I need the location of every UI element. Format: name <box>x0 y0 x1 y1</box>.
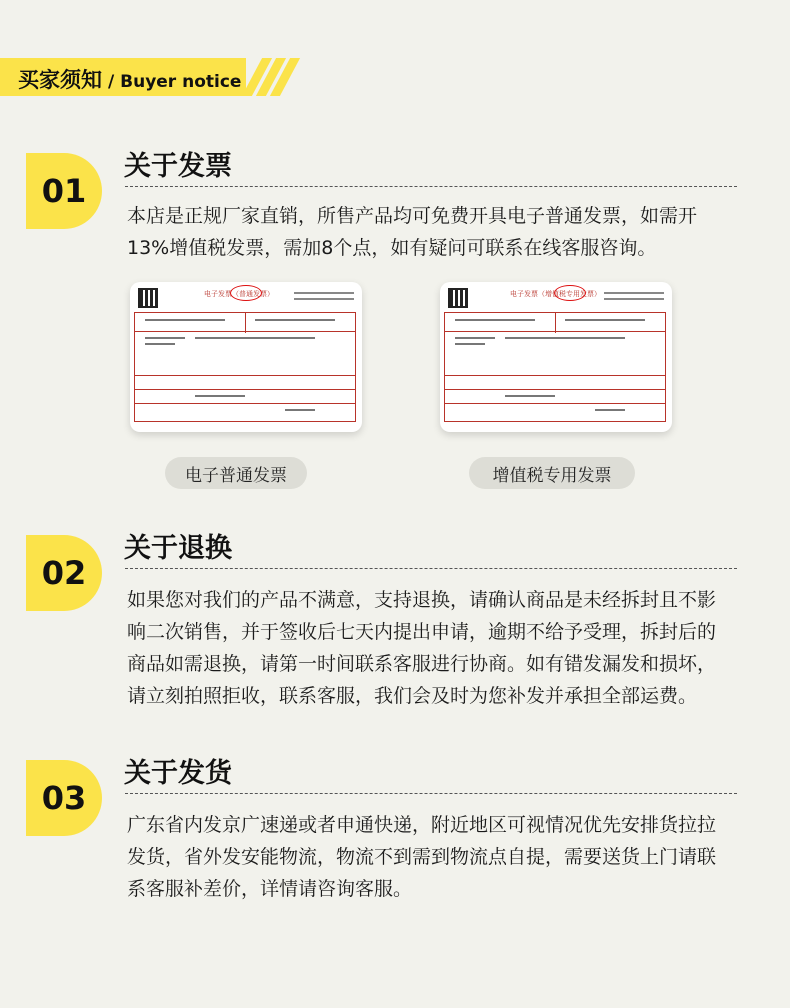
invoice-text <box>455 337 495 339</box>
section-number-badge <box>26 535 102 611</box>
section-body <box>127 200 752 264</box>
invoice-frame <box>134 312 356 422</box>
section-line: 本店是正规厂家直销，所售产品均可免费开具电子普通发票，如需开 <box>127 205 698 227</box>
invoice-stamp-circle <box>554 285 586 301</box>
section-number: 02 <box>41 554 87 592</box>
section-line: 请立刻拍照拒收，联系客服，我们会及时为您补发并承担全部运费。 <box>127 685 698 707</box>
invoice-text <box>145 319 225 321</box>
invoice-text <box>455 319 535 321</box>
invoice-meta-line <box>604 298 664 300</box>
invoice-rule <box>445 403 665 404</box>
section-body <box>127 584 752 712</box>
invoice-label-vat: 增值税专用发票 <box>469 457 635 489</box>
section-line: 发货，省外发安能物流，物流不到需到物流点自提，需要送货上门请联 <box>127 846 717 868</box>
invoice-image-vat <box>440 282 672 432</box>
section-line: 如果您对我们的产品不满意，支持退换，请确认商品是未经拆封且不影 <box>127 589 717 611</box>
section-number-badge <box>26 153 102 229</box>
invoice-rule <box>245 313 246 333</box>
section-body <box>127 809 752 905</box>
invoice-text <box>145 337 185 339</box>
invoice-text <box>565 319 645 321</box>
invoice-rule <box>445 389 665 390</box>
invoice-image-normal <box>130 282 362 432</box>
invoice-rule <box>555 313 556 333</box>
invoice-meta-line <box>604 292 664 294</box>
section-line: 商品如需退换，请第一时间联系客服进行协商。如有错发漏发和损坏， <box>127 653 717 675</box>
invoice-rule <box>135 389 355 390</box>
invoice-meta-line <box>294 298 354 300</box>
section-title: 关于发货 <box>124 758 232 789</box>
invoice-text <box>505 395 555 397</box>
section-number-badge <box>26 760 102 836</box>
qr-code-icon <box>138 288 158 308</box>
invoice-text <box>145 343 175 345</box>
section-line: 13%增值税发票，需加8个点，如有疑问可联系在线客服咨询。 <box>127 237 657 259</box>
invoice-image-title: 电子发票（增值税专用发票） <box>510 290 601 298</box>
section-line: 广东省内发京广速递或者申通快递，附近地区可视情况优先安排货拉拉 <box>127 814 717 836</box>
banner-title-cn: 买家须知 <box>18 68 102 92</box>
section-divider <box>125 568 737 569</box>
invoice-image-title: 电子发票（普通发票） <box>204 290 274 298</box>
invoice-frame <box>444 312 666 422</box>
section-title: 关于发票 <box>124 151 232 182</box>
invoice-rule <box>445 375 665 376</box>
invoice-text <box>285 409 315 411</box>
invoice-label-normal: 电子普通发票 <box>165 457 307 489</box>
section-divider <box>125 186 737 187</box>
invoice-text <box>255 319 335 321</box>
section-line: 系客服补差价，详情请咨询客服。 <box>127 878 413 900</box>
invoice-text <box>195 337 315 339</box>
invoice-text <box>505 337 625 339</box>
section-divider <box>125 793 737 794</box>
invoice-rule <box>135 375 355 376</box>
banner-title <box>18 64 241 90</box>
qr-code-icon <box>448 288 468 308</box>
header-banner <box>0 58 300 96</box>
invoice-text <box>455 343 485 345</box>
banner-title-en: / Buyer notice <box>108 72 242 92</box>
invoice-text <box>195 395 245 397</box>
invoice-text <box>595 409 625 411</box>
invoice-meta-line <box>294 292 354 294</box>
section-number: 03 <box>41 779 87 817</box>
section-title: 关于退换 <box>124 533 232 564</box>
section-number: 01 <box>41 172 87 210</box>
invoice-rule <box>135 403 355 404</box>
section-line: 响二次销售，并于签收后七天内提出申请，逾期不给予受理，拆封后的 <box>127 621 717 643</box>
invoice-stamp-circle <box>230 285 262 301</box>
